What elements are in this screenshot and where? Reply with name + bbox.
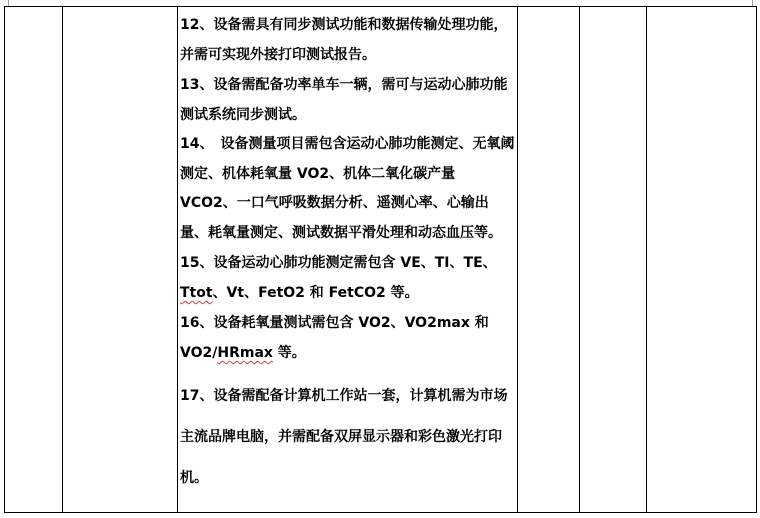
requirement-15 (180, 248, 516, 308)
requirements-cell (180, 10, 516, 499)
requirement-text: 16、设备耗氧量测试需包含 VO2、VO2max 和 VO2/ (180, 315, 489, 361)
requirement-text: 12、设备需具有同步测试功能和数据传输处理功能，并需可实现外接打印测试报告。 (180, 17, 508, 63)
requirement-14 (180, 130, 516, 248)
spellcheck-flagged-word: HRmax (217, 345, 273, 361)
table-column-divider (62, 7, 63, 512)
requirement-text: 15、设备运动心肺功能测定需包含 VE、TI、TE、 (180, 255, 497, 271)
requirement-17 (180, 376, 516, 499)
spellcheck-flagged-word: Ttot (180, 285, 213, 301)
requirement-text: 等。 (272, 345, 306, 361)
table-column-divider (579, 7, 580, 512)
requirement-text: 13、设备需配备功率单车一辆，需可与运动心肺功能测试系统同步测试。 (180, 77, 508, 123)
requirement-text: 、Vt、FetO2 和 FetCO2 等。 (212, 285, 419, 301)
table-column-divider (646, 7, 647, 512)
requirement-13 (180, 70, 516, 130)
table-column-divider (517, 7, 518, 512)
table-column-divider (177, 7, 178, 512)
requirement-text: 17、设备需配备计算机工作站一套，计算机需为市场主流品牌电脑，并需配备双屏显示器和彩色激光打印机。 (180, 388, 508, 486)
requirement-text: 14、 设备测量项目需包含运动心肺功能测定、无氧阈测定、机体耗氧量 VO2、机体二氧化碳产量 VCO2、一口气呼吸数据分析、遥测心率、心输出量、耗氧量测定、测试数据平滑处理和动态血压等。 (180, 136, 515, 241)
requirement-16 (180, 308, 516, 368)
requirement-12 (180, 10, 516, 70)
